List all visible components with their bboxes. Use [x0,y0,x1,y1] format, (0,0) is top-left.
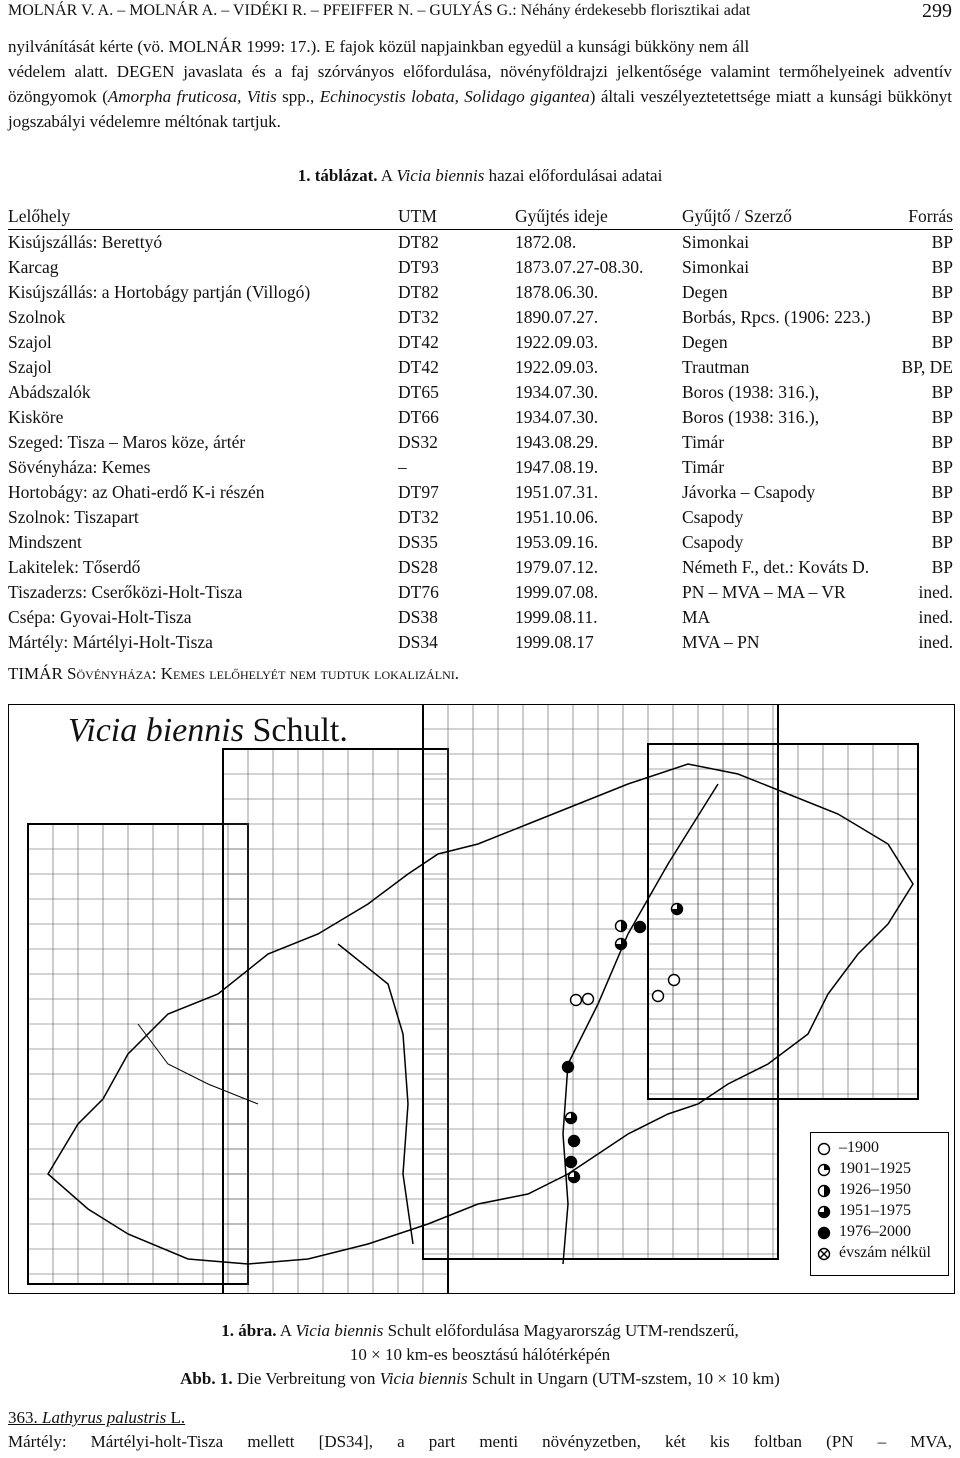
species-name: Lathyrus palustris [42,1408,167,1427]
map-legend [810,1132,949,1276]
table-cell: BP [931,507,953,527]
table-row [8,430,953,455]
table-cell: Lakitelek: Tőserdő [8,557,141,577]
table-cell: Tiszaderzs: Cserőközi-Holt-Tisza [8,582,243,602]
table-cell: BP [931,557,953,577]
table-cell: 1979.07.12. [515,557,599,577]
german-caption-post: Schult in Ungarn (UTM-szstem, 10 × 10 km) [467,1369,780,1388]
table-cell: BP [931,307,953,327]
table-cell: 1999.07.08. [515,582,599,602]
table-cell: BP [931,532,953,552]
table-cell: 1934.07.30. [515,407,599,427]
figure-caption [0,1321,960,1341]
intro-paragraph [8,60,952,134]
table-cell: Simonkai [682,257,750,277]
table-cell: MVA – PN [682,632,760,652]
table-cell: DS35 [398,532,438,552]
table-row [8,480,953,505]
table-cell: BP [931,282,953,302]
table-row [8,555,953,580]
table-cell: Sövényháza: Kemes [8,457,151,477]
table-cell: Mártély: Mártélyi-Holt-Tisza [8,632,213,652]
page-number: 299 [922,0,952,22]
table-cell: Szajol [8,357,52,377]
legend-label: évszám nélkül [839,1244,931,1261]
table-cell: DT42 [398,332,439,352]
table-cell: BP [931,332,953,352]
table-cell: 1947.08.19. [515,457,599,477]
german-caption [0,1369,960,1389]
body-last-line: Mártély: Mártélyi-holt-Tisza mellett [DS34], a part menti növényzetben, két kis foltban (PN – MVA, [8,1432,952,1451]
table-row [8,380,953,405]
table-cell: DT93 [398,257,439,277]
table-cell: DT66 [398,407,439,427]
intro-species-b: Echinocystis lobata, Solidago gigantea [319,86,590,106]
table-cell: DS34 [398,632,438,652]
occurrence-symbol [583,994,594,1005]
table-cell: 1872.08. [515,232,577,252]
table-cell: Degen [682,282,728,302]
figure-caption-line2: 10 × 10 km-es beosztású hálótérképén [349,1345,611,1364]
column-header: Gyűjtő / Szerző [682,203,877,230]
table-cell: 1922.09.03. [515,357,599,377]
table-cell: ined. [918,607,953,627]
table-cell: Csapody [682,507,744,527]
table-cell: DT32 [398,307,439,327]
table-cell: DS38 [398,607,438,627]
intro-text-b: spp., [276,86,320,106]
legend-label: –1900 [839,1139,879,1156]
table-cell: 1878.06.30. [515,282,599,302]
table-row [8,630,953,655]
table-row [8,230,953,256]
occurrence-symbol-fill [569,1136,580,1147]
table-cell: 1999.08.17 [515,632,594,652]
table-cell: Boros (1938: 316.), [682,382,820,402]
table-cell: Hortobágy: az Ohati-erdő K-i részén [8,482,265,502]
figure-caption-pre: A [276,1321,296,1340]
table-cell: DT32 [398,507,439,527]
table-cell: Degen [682,332,728,352]
full-circle-icon [817,1226,831,1240]
table-cell: MA [682,607,711,627]
intro-text-c: ) általi veszélyeztetettsége miatt a kunsági bükkönyt jogszabályi védelemre méltónak tartjuk. [8,86,952,131]
german-caption-species: Vicia biennis [379,1369,468,1388]
table-cell: 1951.10.06. [515,507,599,527]
table-row [8,255,953,280]
table-row [8,405,953,430]
table-row [8,455,953,480]
table-cell: DS32 [398,432,438,452]
empty-circle-icon [817,1142,831,1156]
table-cell: Kisköre [8,407,64,427]
half-circle-icon [817,1184,831,1198]
table-row [8,580,953,605]
table-cell: Németh F., det.: Kováts D. [682,557,870,577]
table-header-row [8,203,953,230]
map-title [68,712,348,750]
occurrence-symbol [669,975,680,986]
occurrence-symbol [571,995,582,1006]
table-cell: DT82 [398,282,439,302]
table-cell: PN – MVA – MA – VR [682,582,846,602]
map-title-author: Schult. [243,712,348,749]
table-cell: Szolnok: Tiszapart [8,507,139,527]
table-cell: Csépa: Gyovai-Holt-Tisza [8,607,192,627]
species-number: 363. [8,1408,42,1427]
figure-caption-species: Vicia biennis [295,1321,384,1340]
table-caption-post: hazai előfordulásai adatai [484,166,663,185]
table-cell: ined. [918,582,953,602]
table-cell: 1999.08.11. [515,607,598,627]
table-cell: DT76 [398,582,439,602]
table-cell: BP [931,407,953,427]
column-header: Forrás [877,203,953,230]
table-cell: Trautman [682,357,750,377]
table-cell: Boros (1938: 316.), [682,407,820,427]
table-cell: BP [931,482,953,502]
intro-text-a: védelem alatt. DEGEN javaslata és a faj szórványos előfordulása, növényföldrajzi jelkentősége valamint termőhelyeinek adventív özöngyomok ( [8,62,952,106]
table-cell: BP [931,432,953,452]
table-cell: Borbás, Rpcs. (1906: 223.) [682,307,871,327]
table-row [8,330,953,355]
table-cell: 1953.09.16. [515,532,599,552]
table-cell: DT97 [398,482,439,502]
table-cell: – [398,457,407,477]
table-cell: 1890.07.27. [515,307,599,327]
legend-label: 1951–1975 [839,1202,911,1219]
table-cell: Szeged: Tisza – Maros köze, ártér [8,432,246,452]
table-cell: BP [931,457,953,477]
page-header [8,0,952,26]
table-note [8,664,459,684]
table-cell: BP [931,382,953,402]
table-row [8,505,953,530]
species-author: L. [166,1408,186,1427]
table-cell: Szajol [8,332,52,352]
intro-line: nyilvánítását kérte (vö. MOLNÁR 1999: 17.). E fajok közül napjainkban egyedül a kunsági bükköny nem áll [8,37,750,56]
table-cell: Kisújszállás: a Hortobágy partján (Villogó) [8,282,311,302]
legend-label: 1926–1950 [839,1181,911,1198]
table-cell: Csapody [682,532,744,552]
occurrence-symbol-fill [566,1157,577,1168]
column-header: UTM [398,203,515,230]
map-title-species: Vicia biennis [68,712,244,749]
column-header: Gyűjtés ideje [515,203,682,230]
species-heading [8,1408,185,1428]
occurrence-symbol-fill [635,922,646,933]
table-caption [0,166,960,186]
table-cell: DT65 [398,382,439,402]
table-note-text: TIMÁR Sövényháza: Kemes lelőhelyét nem tudtuk lokalizálni. [8,664,460,683]
table-cell: Szolnok [8,307,66,327]
figure-caption-post: Schult előfordulása Magyarország UTM-rendszerű, [383,1321,739,1340]
table-cell: 1943.08.29. [515,432,599,452]
table-cell: 1951.07.31. [515,482,599,502]
table-cell: Simonkai [682,232,750,252]
running-head: MOLNÁR V. A. – MOLNÁR A. – VIDÉKI R. – PFEIFFER N. – GULYÁS G.: Néhány érdekesebb florisztikai adat [8,2,751,19]
table-cell: 1934.07.30. [515,382,599,402]
crossed-circle-icon [817,1247,831,1261]
table-cell: BP, DE [901,357,953,377]
table-cell: BP [931,232,953,252]
legend-label: 1976–2000 [839,1223,911,1240]
occurrence-table [8,203,953,655]
figure-caption-label: 1. ábra. [221,1321,277,1340]
table-cell: Timár [682,457,725,477]
table-cell: Kisújszállás: Berettyó [8,232,163,252]
table-cell: DT42 [398,357,439,377]
table-row [8,605,953,630]
german-caption-pre: Die Verbreitung von [232,1369,380,1388]
table-caption-species: Vicia biennis [396,166,485,185]
quarter-circle-icon [817,1163,831,1177]
table-row [8,355,953,380]
table-caption-pre: A [377,166,397,185]
german-caption-label: Abb. 1. [180,1369,233,1388]
table-cell: Abádszalók [8,382,91,402]
table-cell: Karcag [8,257,59,277]
three-quarter-circle-icon [817,1205,831,1219]
table-cell: BP [931,257,953,277]
occurrence-symbol [653,991,664,1002]
occurrence-symbol-fill [563,1062,574,1073]
table-row [8,280,953,305]
table-cell: ined. [918,632,953,652]
intro-species-a: Amorpha fruticosa, Vitis [107,86,277,106]
table-row [8,305,953,330]
table-cell: 1922.09.03. [515,332,599,352]
table-row [8,530,953,555]
table-cell: DS28 [398,557,438,577]
table-cell: 1873.07.27-08.30. [515,257,644,277]
table-cell: Mindszent [8,532,82,552]
table-cell: Jávorka – Csapody [682,482,816,502]
legend-label: 1901–1925 [839,1160,911,1177]
column-header: Lelőhely [8,203,398,230]
table-caption-label: 1. táblázat. [297,166,378,185]
table-cell: DT82 [398,232,439,252]
table-cell: Timár [682,432,725,452]
